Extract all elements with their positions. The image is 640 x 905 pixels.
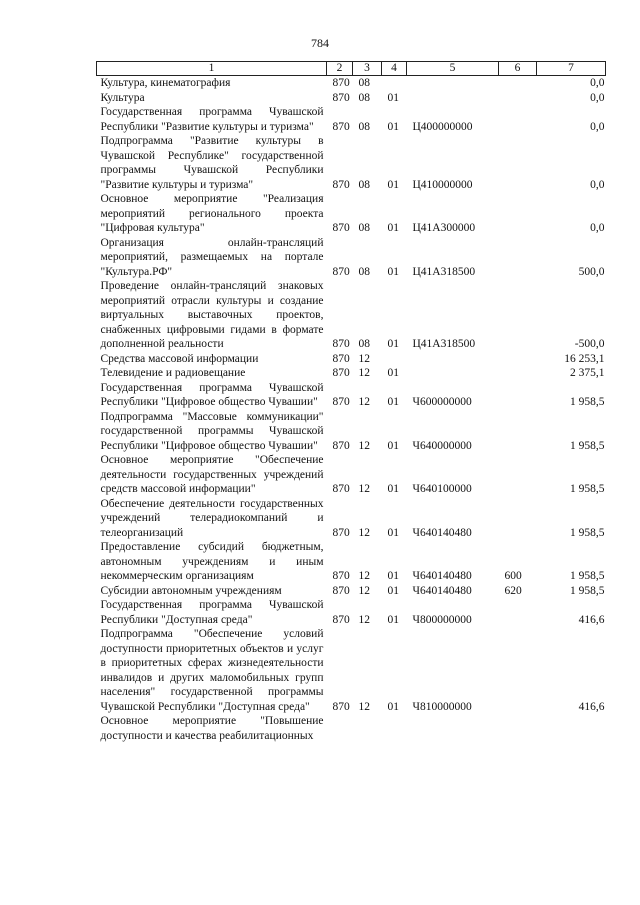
target-article-cell xyxy=(407,714,499,743)
subsection-code-cell: 01 xyxy=(387,483,399,495)
target-article-cell: Ц41А318500 xyxy=(412,265,476,278)
row-name-cell: Предоставление субсидий бюджетным, автономным учреждениям и иным некоммерческим организациям xyxy=(100,541,324,582)
row-name-cell: Организация онлайн-трансляций мероприятий, размещаемых на портале "Культура.РФ" xyxy=(100,236,324,278)
table-row xyxy=(97,453,606,497)
ministry-code-cell: 870 xyxy=(332,570,350,582)
row-name-cell: Государственная программа Чувашской Республики "Цифровое общество Чувашии" xyxy=(100,381,324,408)
ministry-code-cell: 870 xyxy=(332,483,350,495)
expense-type-cell xyxy=(499,381,537,410)
expense-type-cell xyxy=(499,134,537,192)
column-header: 4 xyxy=(382,62,407,76)
column-header: 3 xyxy=(353,62,382,76)
ministry-code-cell: 870 xyxy=(332,526,350,539)
section-code-cell: 12 xyxy=(358,526,370,539)
amount-cell: 416,6 xyxy=(578,700,605,713)
expense-type-cell: 600 xyxy=(504,570,522,582)
target-article-cell: Ч600000000 xyxy=(412,396,472,408)
expense-type-cell xyxy=(499,105,537,134)
target-article-cell xyxy=(407,76,499,91)
target-article-cell: Ц41А318500 xyxy=(412,338,476,350)
expense-type-cell: 620 xyxy=(504,584,522,597)
table-row xyxy=(97,497,606,541)
amount-cell: 416,6 xyxy=(578,613,605,626)
subsection-code-cell: 01 xyxy=(387,178,399,191)
table-row xyxy=(97,381,606,410)
expense-type-cell xyxy=(499,76,537,91)
section-code-cell: 12 xyxy=(358,700,370,713)
section-code-cell: 08 xyxy=(358,265,370,278)
ministry-code-cell: 870 xyxy=(332,222,350,234)
row-name-cell: Обеспечение деятельности государственных учреждений телерадиокомпаний и телеорганизаций xyxy=(100,497,324,539)
table-row xyxy=(97,91,606,106)
expense-type-cell xyxy=(499,627,537,714)
table-row xyxy=(97,714,606,743)
subsection-code-cell: 01 xyxy=(387,584,399,597)
section-code-cell: 12 xyxy=(358,570,370,582)
expense-type-cell xyxy=(499,366,537,381)
subsection-code-cell: 01 xyxy=(387,338,399,350)
page-number: 784 xyxy=(311,36,329,50)
row-name-cell: Проведение онлайн-трансляций знаковых мероприятий отрасли культуры и создание виртуальных выставочных проектов, снабженных цифровыми гидами в формате дополненной реальности xyxy=(100,280,324,350)
expense-type-cell xyxy=(499,91,537,106)
target-article-cell: Ц41А300000 xyxy=(412,222,476,234)
subsection-code-cell: 01 xyxy=(387,222,399,234)
expense-type-cell xyxy=(499,352,537,367)
amount-cell: 500,0 xyxy=(578,265,605,278)
row-name-cell: Основное мероприятие "Реализация мероприятий регионального проекта "Цифровая культура" xyxy=(100,193,324,234)
section-code-cell: 08 xyxy=(358,222,370,234)
section-code-cell: 08 xyxy=(358,120,370,133)
table-row xyxy=(97,410,606,454)
section-code-cell: 08 xyxy=(358,338,370,350)
ministry-code-cell: 870 xyxy=(332,613,350,626)
table-row xyxy=(97,134,606,192)
amount-cell: 0,0 xyxy=(590,120,605,133)
expense-type-cell xyxy=(499,598,537,627)
ministry-code-cell: 870 xyxy=(332,120,350,133)
section-code-cell: 08 xyxy=(358,178,370,191)
budget-table xyxy=(96,61,606,743)
target-article-cell: Ч640100000 xyxy=(412,483,472,495)
expense-type-cell xyxy=(499,410,537,454)
amount-cell: 0,0 xyxy=(590,77,605,89)
ministry-code-cell xyxy=(327,714,353,743)
subsection-code-cell xyxy=(382,76,407,91)
ministry-code-cell: 870 xyxy=(332,584,350,597)
amount-cell: 0,0 xyxy=(590,222,605,234)
amount-cell: 1 958,5 xyxy=(570,584,605,597)
ministry-code-cell: 870 xyxy=(332,77,350,89)
subsection-code-cell: 01 xyxy=(387,700,399,713)
table-row xyxy=(97,192,606,236)
table-row xyxy=(97,279,606,352)
section-code-cell: 08 xyxy=(358,77,370,89)
subsection-code-cell: 01 xyxy=(387,120,399,133)
subsection-code-cell: 01 xyxy=(387,613,399,626)
subsection-code-cell: 01 xyxy=(387,367,399,379)
subsection-code-cell: 01 xyxy=(387,91,399,104)
subsection-code-cell: 01 xyxy=(387,570,399,582)
row-name-cell: Основное мероприятие "Повышение доступности и качества реабилитационных xyxy=(100,715,324,742)
section-code-cell: 12 xyxy=(358,439,370,452)
subsection-code-cell xyxy=(382,714,407,743)
section-code-cell: 12 xyxy=(358,483,370,495)
table-row xyxy=(97,584,606,599)
expense-type-cell xyxy=(499,192,537,236)
column-header: 5 xyxy=(407,62,499,76)
ministry-code-cell: 870 xyxy=(332,439,350,452)
section-code-cell: 12 xyxy=(358,352,370,365)
column-header: 2 xyxy=(327,62,353,76)
ministry-code-cell: 870 xyxy=(332,178,350,191)
row-name-cell: Средства массовой информации xyxy=(100,352,259,365)
table-row xyxy=(97,236,606,280)
row-name-cell: Культура, кинематография xyxy=(100,77,231,89)
target-article-cell xyxy=(407,91,499,106)
subsection-code-cell xyxy=(382,352,407,367)
row-name-cell: Культура xyxy=(100,91,145,104)
target-article-cell: Ц400000000 xyxy=(412,120,473,133)
row-name-cell: Телевидение и радиовещание xyxy=(100,367,246,379)
target-article-cell: Ч640000000 xyxy=(412,439,472,452)
table-header-row xyxy=(97,62,606,76)
column-header: 6 xyxy=(499,62,537,76)
ministry-code-cell: 870 xyxy=(332,367,350,379)
table-row xyxy=(97,366,606,381)
expense-type-cell xyxy=(499,236,537,280)
section-code-cell: 12 xyxy=(358,396,370,408)
ministry-code-cell: 870 xyxy=(332,338,350,350)
row-name-cell: Государственная программа Чувашской Республики "Развитие культуры и туризма" xyxy=(100,106,324,133)
row-name-cell: Субсидии автономным учреждениям xyxy=(100,584,282,597)
table-row xyxy=(97,76,606,91)
amount-cell: 1 958,5 xyxy=(570,483,605,495)
amount-cell: 0,0 xyxy=(590,178,605,191)
target-article-cell: Ч800000000 xyxy=(412,613,472,626)
amount-cell: 1 958,5 xyxy=(570,439,605,452)
amount-cell: 1 958,5 xyxy=(570,396,605,408)
subsection-code-cell: 01 xyxy=(387,439,399,452)
subsection-code-cell: 01 xyxy=(387,396,399,408)
section-code-cell: 12 xyxy=(358,367,370,379)
column-header: 7 xyxy=(537,62,606,76)
amount-cell xyxy=(537,714,606,743)
section-code-cell: 12 xyxy=(358,613,370,626)
ministry-code-cell: 870 xyxy=(332,91,350,104)
row-name-cell: Основное мероприятие "Обеспечение деятельности государственных учреждений средств массовой информации" xyxy=(100,454,324,495)
column-header: 1 xyxy=(97,62,327,76)
amount-cell: 2 375,1 xyxy=(570,367,605,379)
amount-cell: 1 958,5 xyxy=(570,526,605,539)
table-body xyxy=(97,76,606,744)
expense-type-cell xyxy=(499,714,537,743)
section-code-cell: 12 xyxy=(358,584,370,597)
target-article-cell: Ч640140480 xyxy=(412,584,472,597)
amount-cell: 16 253,1 xyxy=(564,352,605,365)
ministry-code-cell: 870 xyxy=(332,265,350,278)
subsection-code-cell: 01 xyxy=(387,265,399,278)
amount-cell: -500,0 xyxy=(574,338,605,350)
row-name-cell: Государственная программа Чувашской Республики "Доступная среда" xyxy=(100,599,324,626)
row-name-cell: Подпрограмма "Развитие культуры в Чувашской Республике" государственной программы Чувашской Республики "Развитие культуры и туризма" xyxy=(100,135,324,191)
expense-type-cell xyxy=(499,453,537,497)
ministry-code-cell: 870 xyxy=(332,700,350,713)
target-article-cell xyxy=(407,352,499,367)
target-article-cell: Ц410000000 xyxy=(412,178,473,191)
ministry-code-cell: 870 xyxy=(332,396,350,408)
target-article-cell: Ч640140480 xyxy=(412,526,472,539)
amount-cell: 1 958,5 xyxy=(570,570,605,582)
expense-type-cell xyxy=(499,497,537,541)
table-row xyxy=(97,352,606,367)
table-row xyxy=(97,627,606,714)
section-code-cell xyxy=(353,714,382,743)
ministry-code-cell: 870 xyxy=(332,352,350,365)
target-article-cell: Ч810000000 xyxy=(412,700,472,713)
table-row xyxy=(97,540,606,584)
table-row xyxy=(97,105,606,134)
table-row xyxy=(97,598,606,627)
target-article-cell: Ч640140480 xyxy=(412,570,472,582)
subsection-code-cell: 01 xyxy=(387,526,399,539)
row-name-cell: Подпрограмма "Обеспечение условий доступности приоритетных объектов и услуг в приоритетных сферах жизнедеятельности инвалидов и других маломобильных групп населения" государственной программы Чувашской Республики "Доступная среда" xyxy=(100,628,324,713)
amount-cell: 0,0 xyxy=(590,91,605,104)
row-name-cell: Подпрограмма "Массовые коммуникации" государственной программы Чувашской Республики "Цифровое общество Чувашии" xyxy=(100,410,324,452)
section-code-cell: 08 xyxy=(358,91,370,104)
expense-type-cell xyxy=(499,279,537,352)
target-article-cell xyxy=(407,366,499,381)
